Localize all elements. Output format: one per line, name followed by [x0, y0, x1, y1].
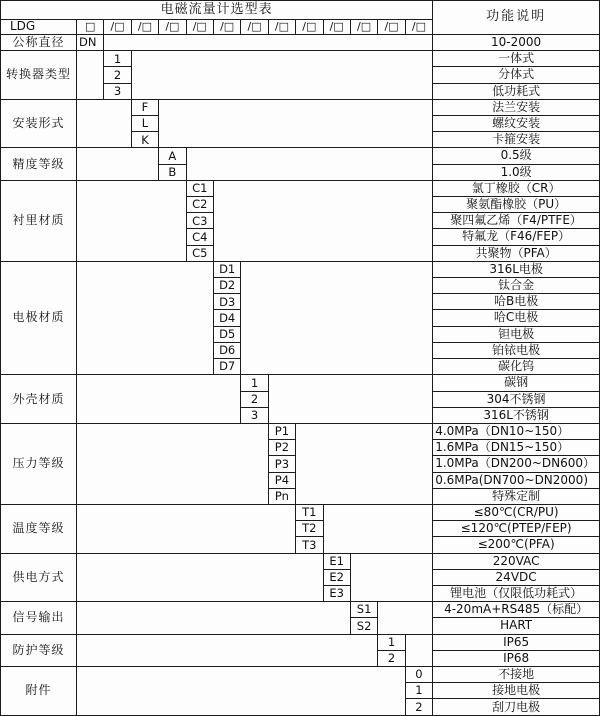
option-code: D1 — [213, 261, 240, 277]
option-row — [1, 666, 600, 682]
model-prefix: LDG — [1, 20, 77, 35]
option-desc: 碳化钨 — [433, 359, 600, 375]
option-desc: 聚四氟乙烯（F4/PTFE） — [433, 213, 600, 229]
option-desc: IP65 — [433, 634, 600, 650]
option-code: D4 — [213, 310, 240, 326]
option-desc: 氯丁橡胶（CR） — [433, 180, 600, 196]
category-label: 附件 — [1, 666, 77, 715]
option-row — [1, 99, 600, 115]
option-code: P2 — [268, 440, 295, 456]
spacer-cell-right — [159, 99, 433, 148]
option-row — [1, 35, 600, 51]
category-label: 安装形式 — [1, 99, 77, 148]
category-label: 压力等级 — [1, 423, 77, 504]
option-code: C3 — [186, 213, 213, 229]
spacer-cell-left — [77, 666, 406, 715]
option-desc: ≤200℃(PFA) — [433, 537, 600, 553]
option-code: L — [131, 116, 158, 132]
option-code: K — [131, 132, 158, 148]
option-code: 2 — [405, 699, 433, 716]
spacer-cell-left — [77, 148, 159, 180]
spacer-cell-left — [77, 375, 241, 424]
code-box-slot: /□ — [159, 20, 186, 35]
option-desc: 24VDC — [433, 569, 600, 585]
option-desc: ≤120℃(PTEP/FEP) — [433, 521, 600, 537]
option-code: C2 — [186, 197, 213, 213]
category-label: 温度等级 — [1, 504, 77, 553]
option-desc: 特氟龙（F46/FEP） — [433, 229, 600, 245]
option-code: D5 — [213, 326, 240, 342]
code-box-slot: /□ — [323, 20, 350, 35]
desc-column-header: 功能说明 — [433, 1, 600, 35]
option-desc: 低功耗式 — [433, 83, 600, 99]
option-desc: 钛合金 — [433, 278, 600, 294]
code-box-slot: /□ — [405, 20, 433, 35]
option-row — [1, 423, 600, 439]
category-label: 转换器类型 — [1, 51, 77, 100]
option-code: B — [159, 164, 186, 180]
option-desc: 钽电极 — [433, 326, 600, 342]
option-code: C1 — [186, 180, 213, 196]
option-desc: 特殊定制 — [433, 488, 600, 504]
option-desc: 220VAC — [433, 553, 600, 569]
code-box-slot: /□ — [268, 20, 295, 35]
option-code: 1 — [378, 634, 405, 650]
spacer-cell-left — [77, 423, 269, 504]
category-label: 外壳材质 — [1, 375, 77, 424]
spacer-cell-right — [296, 423, 433, 504]
spacer-cell-left — [77, 180, 187, 261]
spacer-cell-right — [405, 634, 433, 666]
option-desc: 304不锈钢 — [433, 391, 600, 407]
option-code: T2 — [296, 521, 323, 537]
category-label: 衬里材质 — [1, 180, 77, 261]
header-row-title — [1, 1, 600, 20]
code-box-slot: /□ — [131, 20, 158, 35]
option-row — [1, 634, 600, 650]
option-desc: 锂电池（仅限低功耗式） — [433, 585, 600, 601]
option-desc: 碳钢 — [433, 375, 600, 391]
option-code: A — [159, 148, 186, 164]
code-box-main: □ — [77, 20, 104, 35]
option-code: 1 — [405, 683, 433, 699]
spacer-cell-right — [104, 35, 433, 51]
option-row — [1, 602, 600, 618]
option-desc: 0.5级 — [433, 148, 600, 164]
code-box-slot: /□ — [378, 20, 405, 35]
code-box-slot: /□ — [350, 20, 377, 35]
option-code: D2 — [213, 278, 240, 294]
spacer-cell-left — [77, 634, 378, 666]
option-code: 2 — [378, 650, 405, 666]
spacer-cell-left — [77, 51, 104, 100]
category-label: 精度等级 — [1, 148, 77, 180]
category-label: 电极材质 — [1, 261, 77, 374]
option-code: E3 — [323, 585, 350, 601]
option-row — [1, 504, 600, 520]
option-desc: 0.6MPa(DN700~DN2000) — [433, 472, 600, 488]
option-desc: 共聚物（PFA） — [433, 245, 600, 261]
category-label: 信号输出 — [1, 602, 77, 634]
option-desc: 1.0级 — [433, 164, 600, 180]
option-code: E1 — [323, 553, 350, 569]
option-code: 2 — [104, 67, 131, 83]
option-row — [1, 180, 600, 196]
option-desc: 哈C电极 — [433, 310, 600, 326]
option-desc: HART — [433, 618, 600, 634]
spacer-cell-right — [323, 504, 433, 553]
option-desc: 螺纹安装 — [433, 116, 600, 132]
option-code: E2 — [323, 569, 350, 585]
category-label: 供电方式 — [1, 553, 77, 602]
option-code: P4 — [268, 472, 295, 488]
option-code: D7 — [213, 359, 240, 375]
option-code: D3 — [213, 294, 240, 310]
spacer-cell-right — [213, 180, 432, 261]
option-desc: 接地电极 — [433, 683, 600, 699]
option-code: F — [131, 99, 158, 115]
spacer-cell-right — [131, 51, 432, 100]
category-label: 防护等级 — [1, 634, 77, 666]
spacer-cell-left — [77, 504, 296, 553]
option-code: 2 — [241, 391, 268, 407]
option-desc: 铂铱电极 — [433, 342, 600, 358]
code-box-slot: /□ — [213, 20, 240, 35]
option-code: DN — [77, 35, 104, 51]
option-desc: 1.6MPa（DN15~150） — [433, 440, 600, 456]
code-box-slot: /□ — [104, 20, 131, 35]
option-code: T1 — [296, 504, 323, 520]
option-desc: 刮刀电极 — [433, 699, 600, 716]
option-code: C5 — [186, 245, 213, 261]
spacer-cell-left — [77, 602, 351, 634]
spacer-cell-right — [268, 375, 432, 424]
option-desc: 分体式 — [433, 67, 600, 83]
spacer-cell-right — [350, 553, 432, 602]
option-desc: 1.0MPa（DN200~DN600） — [433, 456, 600, 472]
option-desc: IP68 — [433, 650, 600, 666]
option-desc: 哈B电极 — [433, 294, 600, 310]
spacer-cell-right — [186, 148, 433, 180]
option-code: 1 — [241, 375, 268, 391]
option-desc: 一体式 — [433, 51, 600, 67]
option-code: 3 — [241, 407, 268, 423]
option-code: S1 — [350, 602, 377, 618]
option-desc: 法兰安装 — [433, 99, 600, 115]
option-code: D6 — [213, 342, 240, 358]
option-code: T3 — [296, 537, 323, 553]
option-row — [1, 148, 600, 164]
page-title: 电磁流量计选型表 — [1, 1, 433, 20]
code-box-slot: /□ — [186, 20, 213, 35]
option-desc: 4-20mA+RS485（标配） — [433, 602, 600, 618]
spacer-cell-right — [241, 261, 433, 374]
spacer-cell-left — [77, 99, 132, 148]
option-code: P1 — [268, 423, 295, 439]
spacer-cell-left — [77, 261, 214, 374]
option-desc: 4.0MPa（DN10~150） — [433, 423, 600, 439]
option-desc: 316L电极 — [433, 261, 600, 277]
option-row — [1, 375, 600, 391]
option-desc: 10-2000 — [433, 35, 600, 51]
option-desc: 316L不锈钢 — [433, 407, 600, 423]
option-desc: ≤80℃(CR/PU) — [433, 504, 600, 520]
code-box-slot: /□ — [296, 20, 323, 35]
option-desc: 不接地 — [433, 666, 600, 682]
spacer-cell-right — [378, 602, 433, 634]
option-row — [1, 261, 600, 277]
option-code: C4 — [186, 229, 213, 245]
option-row — [1, 553, 600, 569]
option-code: 3 — [104, 83, 131, 99]
option-desc: 卡箍安装 — [433, 132, 600, 148]
option-code: 1 — [104, 51, 131, 67]
option-code: 0 — [405, 666, 433, 682]
spacer-cell-left — [77, 553, 324, 602]
option-desc: 聚氨酯橡胶（PU） — [433, 197, 600, 213]
category-label: 公称直径 — [1, 35, 77, 51]
option-code: S2 — [350, 618, 377, 634]
code-box-slot: /□ — [241, 20, 268, 35]
option-code: Pn — [268, 488, 295, 504]
option-code: P3 — [268, 456, 295, 472]
option-row — [1, 51, 600, 67]
